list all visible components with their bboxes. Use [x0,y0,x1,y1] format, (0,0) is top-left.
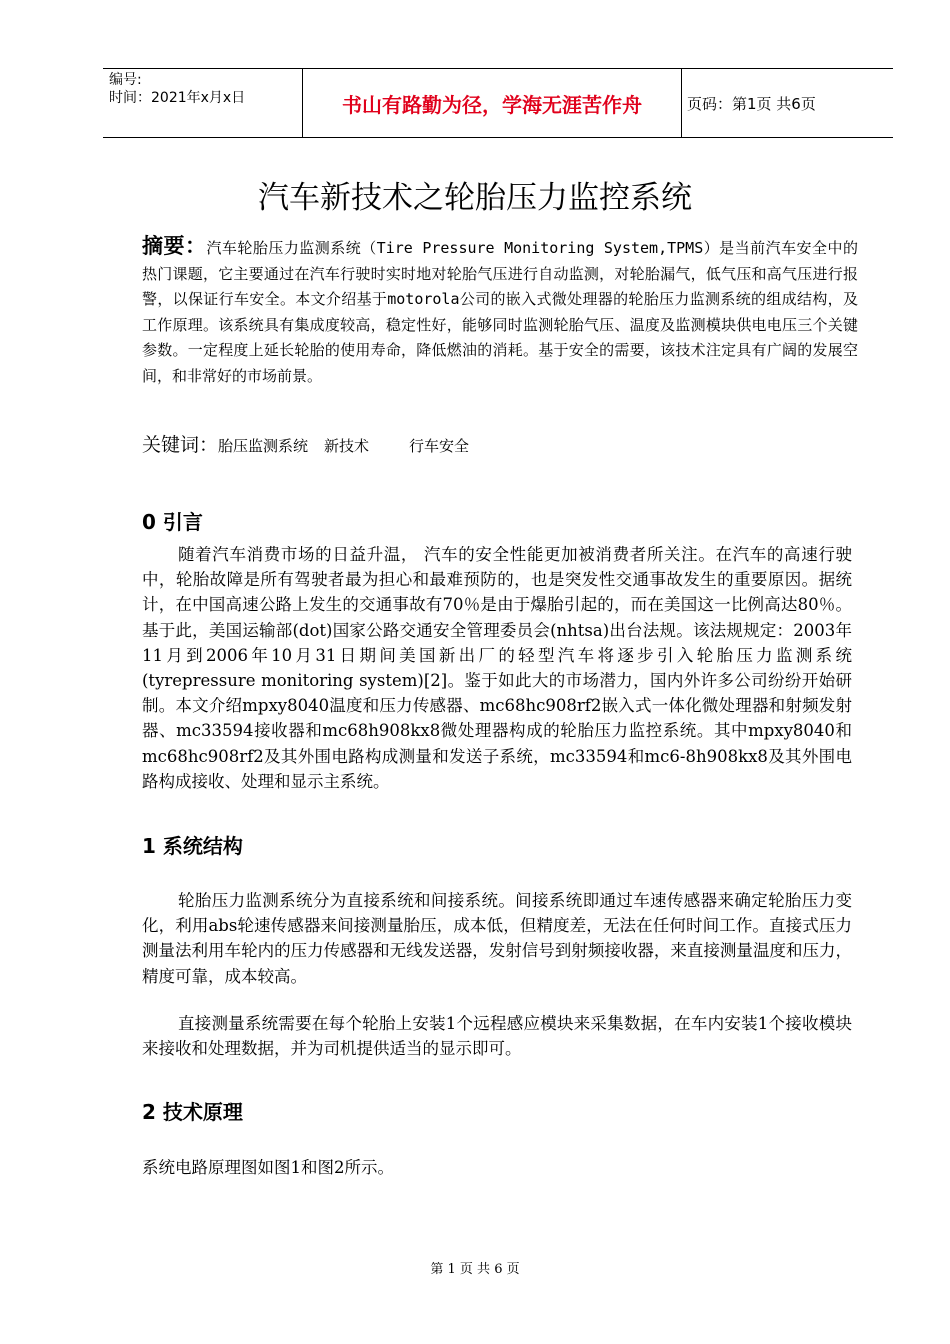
header-meta [103,69,303,137]
paragraph: 随着汽车消费市场的日益升温， 汽车的安全性能更加被消费者所关注。在汽车的高速行驶中，轮胎故障是所有驾驶者最为担心和最难预防的，也是突发性交通事故发生的重要原因。据统计，在中国高速公路上发生的交通事故有70％是由于爆胎引起的，而在美国这一比例高达80％。基于此，美国运输部(dot)国家公路交通安全管理委员会(nhtsa)出台法规。该法规规定：2003年11月到2006年10月31日期间美国新出厂的轻型汽车将逐步引入轮胎压力监测系统(tyrepressure monitoring system)[2]。鉴于如此大的市场潜力，国内外许多公司纷纷开始研制。本文介绍mpxy8040温度和压力传感器、mc68hc908rf2嵌入式一体化微处理器和射频发射器、mc33594接收器和mc68h908kx8微处理器构成的轮胎压力监控系统。其中mpxy8040和mc68hc908rf2及其外围电路构成测量和发送子系统，mc33594和mc6-8h908kx8及其外围电路构成接收、处理和显示主系统。 [142,545,852,791]
header-page-code: 页码：第1页 共6页 [687,94,816,113]
paragraph: 系统电路原理图如图1和图2所示。 [142,1158,394,1177]
abstract [142,234,858,390]
section-heading-system-structure: 1 系统结构 [142,834,243,858]
keyword: 行车安全 [409,437,470,455]
paragraph: 直接测量系统需要在每个轮胎上安装1个远程感应模块来采集数据，在车内安装1个接收模块来接收和处理数据，并为司机提供适当的显示即可。 [142,1014,852,1059]
number-label: 编号: [109,72,142,88]
header-motto: 书山有路勤为径，学海无涯苦作舟 [303,69,682,137]
section-heading-technical-principle: 2 技术原理 [142,1100,243,1124]
document-title: 汽车新技术之轮胎压力监控系统 [258,180,692,216]
keyword: 胎压监测系统 [218,437,309,455]
section-heading-introduction: 0 引言 [142,510,203,534]
keyword: 新技术 [324,437,370,455]
time-label: 时间：2021年x月x日 [109,90,246,106]
keywords-label: 关键词： [142,434,219,456]
paragraph: 轮胎压力监测系统分为直接系统和间接系统。间接系统即通过车速传感器来确定轮胎压力变化，利用abs轮速传感器来间接测量胎压，成本低，但精度差，无法在任何时间工作。直接式压力测量法利用车轮内的压力传感器和无线发送器，发射信号到射频接收器，来直接测量温度和压力，精度可靠，成本较高。 [142,891,852,986]
abstract-label: 摘要： [142,234,207,258]
page-footer: 第 1 页 共 6 页 [430,1262,520,1277]
page-header [103,68,893,138]
abstract-text: 汽车轮胎压力监测系统（Tire Pressure Monitoring System,TPMS）是当前汽车安全中的热门课题，它主要通过在汽车行驶时实时地对轮胎气压进行自动监测，对轮胎漏气，低气压和高气压进行报警，以保证行车安全。本文介绍基于motorola公司的嵌入式微处理器的轮胎压力监测系统的组成结构，及工作原理。该系统具有集成度较高，稳定性好，能够同时监测轮胎气压、温度及监测模块供电电压三个关键参数。一定程度上延长轮胎的使用寿命，降低燃油的消耗。基于安全的需要，该技术注定具有广阔的发展空间，和非常好的市场前景。 [142,239,858,385]
keywords [142,430,858,457]
